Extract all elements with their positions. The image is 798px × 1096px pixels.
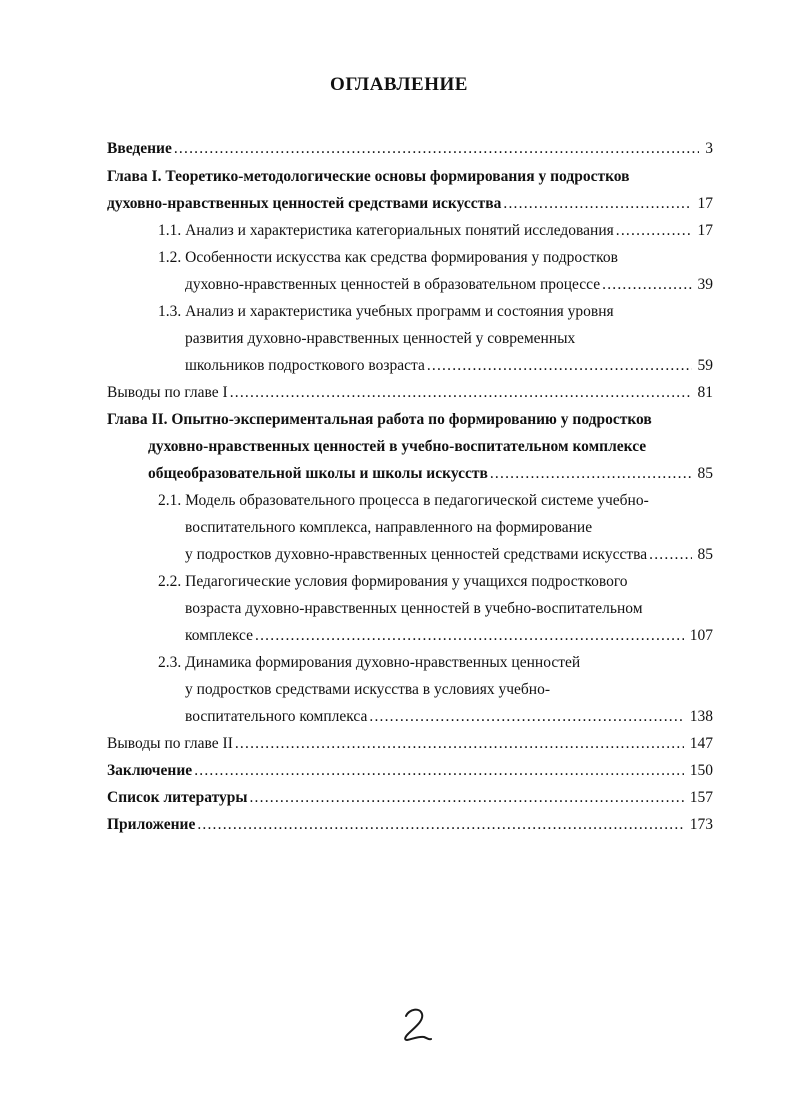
toc-section-2-1-line1[interactable]: 2.1. Модель образовательного процесса в педагогической системе учебно-: [158, 492, 649, 509]
toc-page-number: 157: [689, 789, 713, 806]
toc-entry-intro[interactable]: [107, 138, 713, 160]
toc-entry-label: школьников подросткового возраста: [185, 357, 425, 374]
toc-section-2-3-line1[interactable]: 2.3. Динамика формирования духовно-нравственных ценностей: [158, 654, 581, 671]
toc-entry-conclusion[interactable]: [107, 760, 713, 782]
toc-chapter-2-line1[interactable]: Глава II. Опытно-экспериментальная работа по формированию у подростков: [107, 411, 652, 428]
toc-entry-label: Выводы по главе I: [107, 384, 228, 401]
dot-leader: [503, 193, 691, 215]
dot-leader: [255, 625, 684, 647]
toc-entry-chapter-1[interactable]: [107, 193, 713, 215]
toc-page-number: 17: [697, 222, 713, 239]
toc-entry-section-1-2[interactable]: [185, 274, 713, 296]
toc-entry-section-1-1[interactable]: [158, 220, 713, 242]
handwritten-page-number: [400, 1006, 434, 1046]
page-title: ОГЛАВЛЕНИЕ: [330, 74, 468, 95]
toc-entry-chapter-2[interactable]: [148, 463, 713, 485]
toc-entry-section-2-3[interactable]: [185, 706, 713, 728]
toc-section-2-1-line2[interactable]: воспитательного комплекса, направленного на формирование: [185, 519, 593, 536]
dot-leader: [249, 787, 683, 809]
toc-entry-section-1-3[interactable]: [185, 355, 713, 377]
toc-entry-conclusions-1[interactable]: [107, 382, 713, 404]
toc-entry-label: комплексе: [185, 627, 254, 644]
toc-page-number: 138: [689, 708, 713, 725]
toc-entry-label: у подростков духовно-нравственных ценностей средствами искусства: [185, 546, 648, 563]
dot-leader: [616, 220, 692, 242]
toc-page-number: 107: [689, 627, 713, 644]
toc-page-number: 39: [697, 276, 713, 293]
toc-chapter-1-line1[interactable]: Глава I. Теоретико-методологические основы формирования у подростков: [107, 168, 630, 185]
toc-page-number: 81: [697, 384, 713, 401]
toc-page-number: 3: [705, 140, 713, 157]
dot-leader: [490, 463, 692, 485]
toc-page-number: 150: [689, 762, 713, 779]
dot-leader: [427, 355, 692, 377]
toc-entry-appendix[interactable]: [107, 814, 713, 836]
toc-entry-label: Введение: [107, 140, 172, 157]
toc-page-number: 17: [697, 195, 713, 212]
toc-entry-label: духовно-нравственных ценностей средствами искусства: [107, 195, 502, 212]
toc-entry-label: Выводы по главе II: [107, 735, 233, 752]
toc-entry-label: воспитательного комплекса: [185, 708, 368, 725]
toc-entry-section-2-2[interactable]: [185, 625, 713, 647]
toc-entry-label: Заключение: [107, 762, 193, 779]
toc-entry-section-2-1[interactable]: [185, 544, 713, 566]
toc-section-2-2-line2[interactable]: возраста духовно-нравственных ценностей в учебно-воспитательном: [185, 600, 643, 617]
toc-entry-references[interactable]: [107, 787, 713, 809]
toc-chapter-2-line2[interactable]: духовно-нравственных ценностей в учебно-воспитательном комплексе: [148, 438, 647, 455]
toc-page-number: 85: [697, 465, 713, 482]
toc-page-number: 147: [689, 735, 713, 752]
dot-leader: [194, 760, 684, 782]
toc-page-number: 85: [697, 546, 713, 563]
dot-leader: [197, 814, 683, 836]
toc-section-2-2-line1[interactable]: 2.2. Педагогические условия формирования у учащихся подросткового: [158, 573, 628, 590]
toc-section-1-2-line1[interactable]: 1.2. Особенности искусства как средства формирования у подростков: [158, 249, 618, 266]
toc-section-1-3-line2[interactable]: развития духовно-нравственных ценностей у современных: [185, 330, 576, 347]
toc-entry-label: Приложение: [107, 816, 196, 833]
toc-entry-label: общеобразовательной школы и школы искусств: [148, 465, 488, 482]
toc-entry-label: духовно-нравственных ценностей в образовательном процессе: [185, 276, 601, 293]
dot-leader: [174, 138, 699, 160]
toc-section-2-3-line2[interactable]: у подростков средствами искусства в условиях учебно-: [185, 681, 550, 698]
dot-leader: [369, 706, 683, 728]
toc-page-number: 59: [697, 357, 713, 374]
toc-entry-label: 1.1. Анализ и характеристика категориальных понятий исследования: [158, 222, 614, 239]
toc-page-number: 173: [689, 816, 713, 833]
dot-leader: [235, 733, 684, 755]
toc-section-1-3-line1[interactable]: 1.3. Анализ и характеристика учебных программ и состояния уровня: [158, 303, 614, 320]
dot-leader: [649, 544, 691, 566]
toc-entry-label: Список литературы: [107, 789, 248, 806]
dot-leader: [602, 274, 691, 296]
toc-entry-conclusions-2[interactable]: [107, 733, 713, 755]
dot-leader: [230, 382, 692, 404]
